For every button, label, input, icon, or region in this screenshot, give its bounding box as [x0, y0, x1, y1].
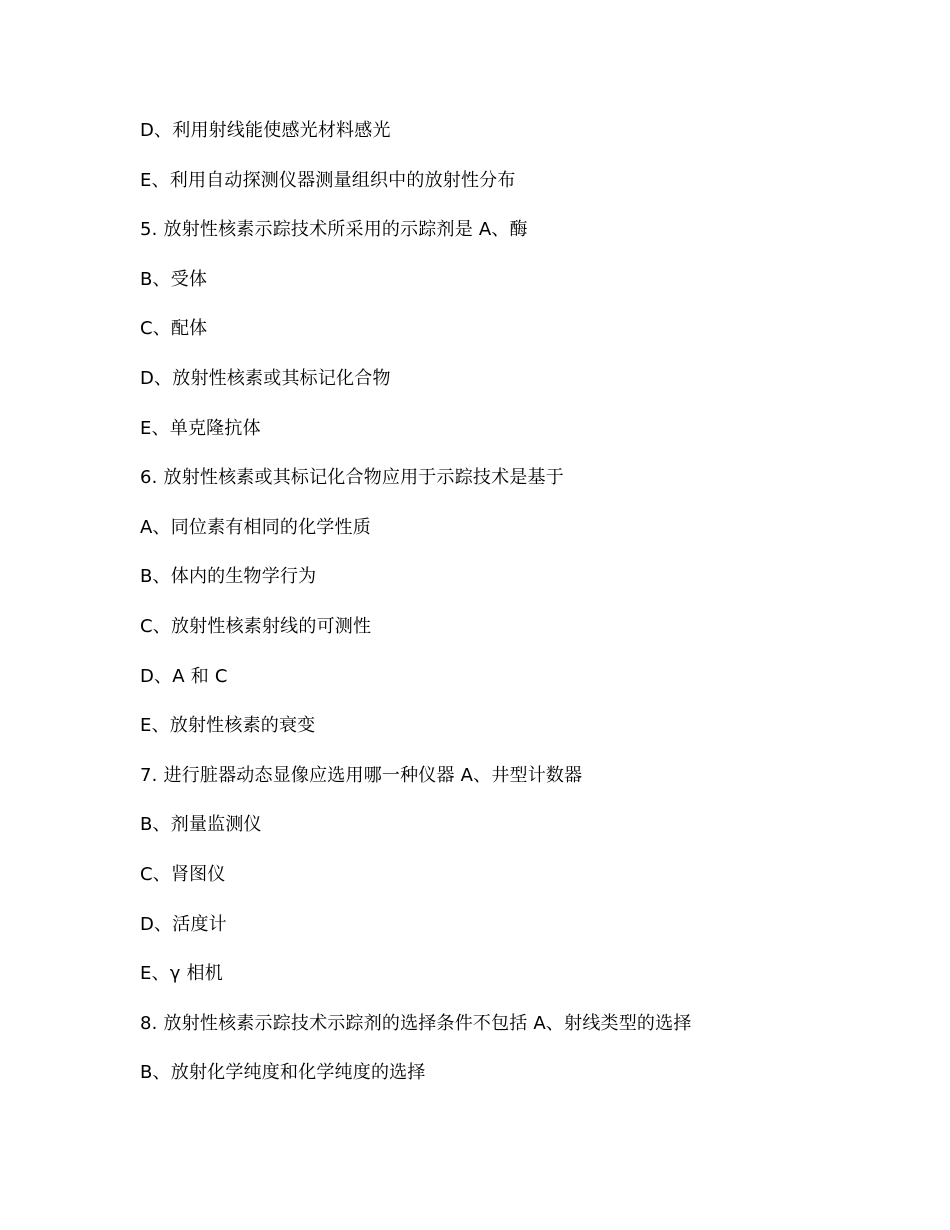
- option-line: B、受体: [140, 268, 208, 290]
- option-line: B、剂量监测仪: [140, 814, 262, 836]
- option-line: D、利用射线能使感光材料感光: [140, 120, 391, 141]
- option-line: C、配体: [140, 318, 208, 340]
- option-line: B、体内的生物学行为: [140, 566, 317, 588]
- option-line: D、活度计: [140, 913, 227, 935]
- question-text-block: [140, 114, 900, 1106]
- option-line: C、放射性核素射线的可测性: [140, 615, 372, 637]
- option-line: E、单克隆抗体: [140, 417, 261, 439]
- option-line: D、A 和 C: [140, 665, 228, 687]
- question-line: 5. 放射性核素示踪技术所采用的示踪剂是 A、酶: [140, 219, 528, 241]
- question-line: 8. 放射性核素示踪技术示踪剂的选择条件不包括 A、射线类型的选择: [140, 1012, 692, 1034]
- option-line: E、γ 相机: [140, 963, 223, 985]
- question-line: 6. 放射性核素或其标记化合物应用于示踪技术是基于: [140, 467, 564, 489]
- question-line: 7. 进行脏器动态显像应选用哪一种仪器 A、井型计数器: [140, 764, 583, 786]
- option-line: A、同位素有相同的化学性质: [140, 516, 371, 538]
- option-line: D、放射性核素或其标记化合物: [140, 367, 391, 389]
- option-line: C、肾图仪: [140, 863, 226, 885]
- option-line: E、利用自动探测仪器测量组织中的放射性分布: [140, 169, 516, 191]
- option-line: B、放射化学纯度和化学纯度的选择: [140, 1062, 426, 1084]
- option-line: E、放射性核素的衰变: [140, 715, 316, 737]
